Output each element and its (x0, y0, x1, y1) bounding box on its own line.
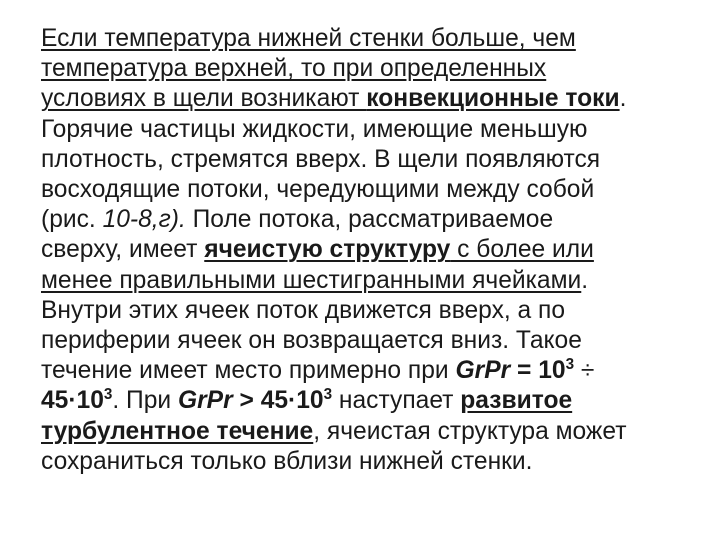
text-segment: . При (112, 387, 178, 415)
text-line-4: Горячие частицы жидкости, имеющие меньшую (41, 115, 588, 143)
text-segment: > 45·10 (232, 387, 324, 415)
text-line-3 (41, 84, 701, 114)
text-line-12 (41, 356, 701, 386)
text-segment: сверху, имеет (41, 236, 205, 264)
term-turbulent-flow: турбулентное течение (41, 417, 314, 445)
grpr-symbol: GrPr (455, 357, 511, 385)
exponent: 3 (323, 386, 333, 404)
text-segment: 45·10 (41, 387, 104, 415)
text-segment: = 10 (510, 357, 566, 385)
text-segment: условиях в щели возникают (41, 85, 367, 113)
text-line-11: периферии ячеек он возвращается вниз. Такое (41, 327, 582, 355)
text-segment: . (619, 85, 627, 113)
text-line-10: Внутри этих ячеек поток движется вверх, а по (41, 296, 566, 324)
text-segment: ÷ (574, 357, 595, 385)
exponent: 3 (565, 356, 575, 374)
text-line-8 (41, 235, 701, 265)
body-paragraph (41, 24, 701, 477)
text-line-5: плотность, стремятся вверх. В щели появляются (41, 145, 601, 173)
term-cellular-structure: ячеистую структуру (204, 236, 451, 264)
text-segment: . (581, 266, 589, 294)
term-convection-currents: конвекционные токи (366, 85, 620, 113)
text-line-14 (41, 417, 701, 447)
text-line-1: Если температура нижней стенки больше, чем (41, 25, 576, 52)
text-segment: с более или (450, 236, 594, 264)
text-line-13 (41, 386, 701, 416)
text-segment: Поле потока, рассматриваемое (185, 206, 554, 234)
figure-reference: 10-8,г). (102, 206, 186, 234)
text-line-6: восходящие потоки, чередующими между собой (41, 176, 595, 204)
text-segment: менее правильными шестигранными ячейками (41, 266, 582, 294)
text-line-7 (41, 205, 701, 235)
text-segment: (рис. (41, 206, 103, 234)
exponent: 3 (103, 386, 113, 404)
text-segment: , ячеистая структура может (313, 417, 627, 445)
text-line-9 (41, 266, 701, 296)
text-segment: наступает (332, 387, 461, 415)
text-segment: течение имеет место примерно при (41, 357, 456, 385)
text-line-2: температура верхней, то при определенных (41, 55, 547, 83)
text-line-15: сохраниться только вблизи нижней стенки. (41, 447, 533, 475)
term-developed: развитое (460, 387, 573, 415)
grpr-symbol: GrPr (177, 387, 233, 415)
